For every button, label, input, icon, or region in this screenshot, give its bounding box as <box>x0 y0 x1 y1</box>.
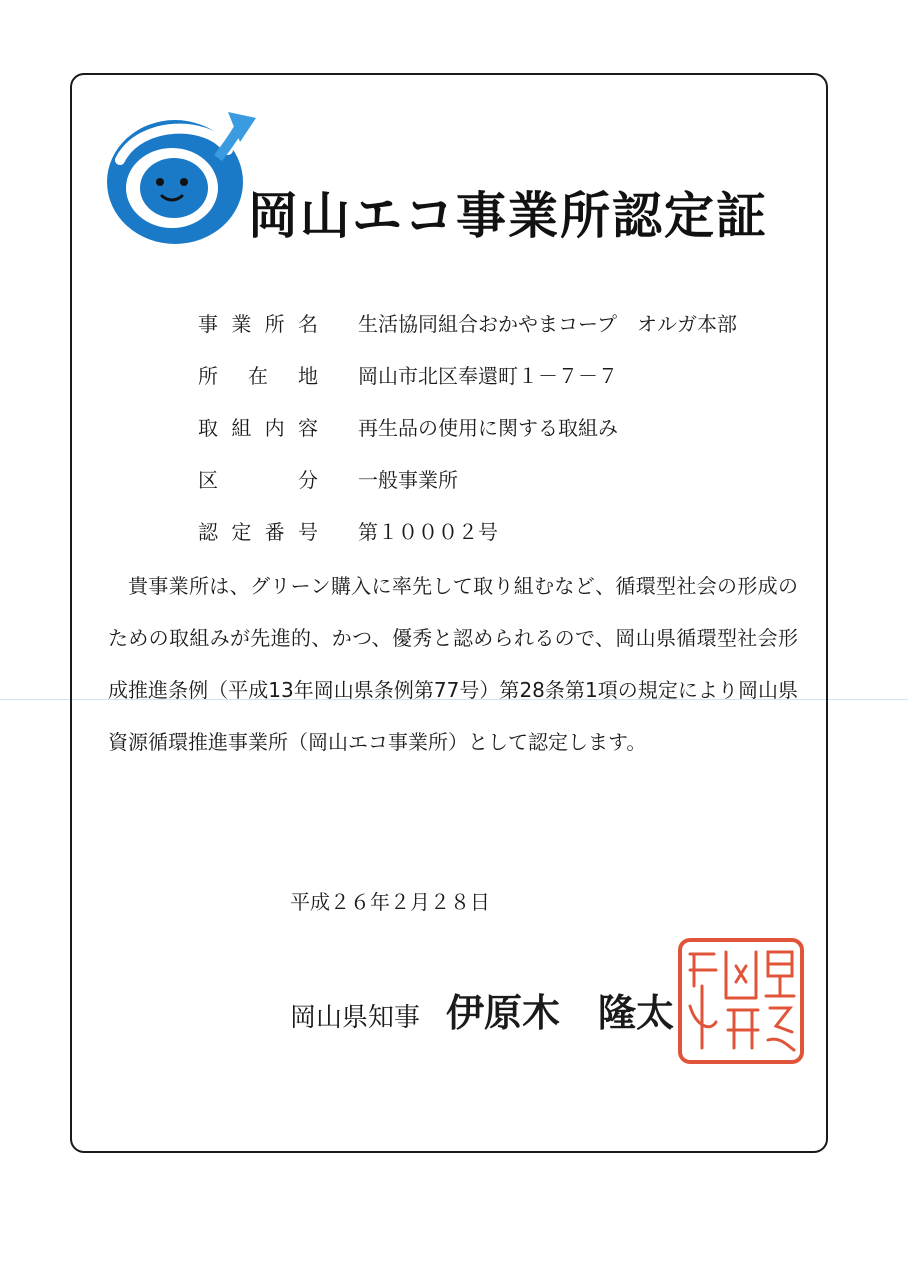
field-label <box>198 360 318 389</box>
field-label-char: 事 <box>198 312 218 336</box>
issuer-title: 岡山県知事 <box>290 1003 421 1033</box>
field-label-char: 組 <box>231 416 252 440</box>
field-label-char: 定 <box>231 520 252 544</box>
field-label-char: 所 <box>198 364 218 388</box>
field-label-char: 認 <box>198 520 218 544</box>
issue-date: 平成２６年２月２８日 <box>290 890 490 914</box>
field-label-char: 容 <box>297 416 318 440</box>
field-label-char: 取 <box>198 416 218 440</box>
field-value: 岡山市北区奉還町１－７－７ <box>358 364 618 388</box>
field-label <box>198 308 318 337</box>
field-label-char: 区 <box>198 468 218 492</box>
field-label <box>198 516 318 545</box>
field-label-char: 号 <box>297 520 318 544</box>
field-label-char: 所 <box>264 312 285 336</box>
field-value: 再生品の使用に関する取組み <box>358 416 618 440</box>
field-label-char: 番 <box>264 520 285 544</box>
field-label-char: 業 <box>231 312 252 336</box>
field-value: 生活協同組合おかやまコープ オルガ本部 <box>358 312 737 336</box>
field-value: 一般事業所 <box>358 468 458 492</box>
field-value: 第１０００２号 <box>358 520 498 544</box>
issuer-name: 伊原木 隆太 <box>446 991 675 1035</box>
certificate-title: 岡山エコ事業所認定証 <box>248 187 768 245</box>
field-label-char: 名 <box>297 312 318 336</box>
field-label-char: 地 <box>298 364 318 388</box>
field-label-char: 在 <box>248 364 268 388</box>
certification-statement: 貴事業所は、グリーン購入に率先して取り組むなど、循環型社会の形成のための取組みが先進的、かつ、優秀と認められるので、岡山県循環型社会形成推進条例（平成13年岡山県条例第77号）第28条第1項の規定により岡山県資源循環推進事業所（岡山エコ事業所）として認定します。 <box>108 574 798 754</box>
issuer <box>290 982 674 1037</box>
official-seal-icon <box>676 936 806 1066</box>
field-label-char: 分 <box>298 468 318 492</box>
field-label-char: 内 <box>264 416 285 440</box>
field-label <box>198 412 318 441</box>
eco-logo-icon <box>100 100 260 250</box>
field-label <box>198 464 318 493</box>
